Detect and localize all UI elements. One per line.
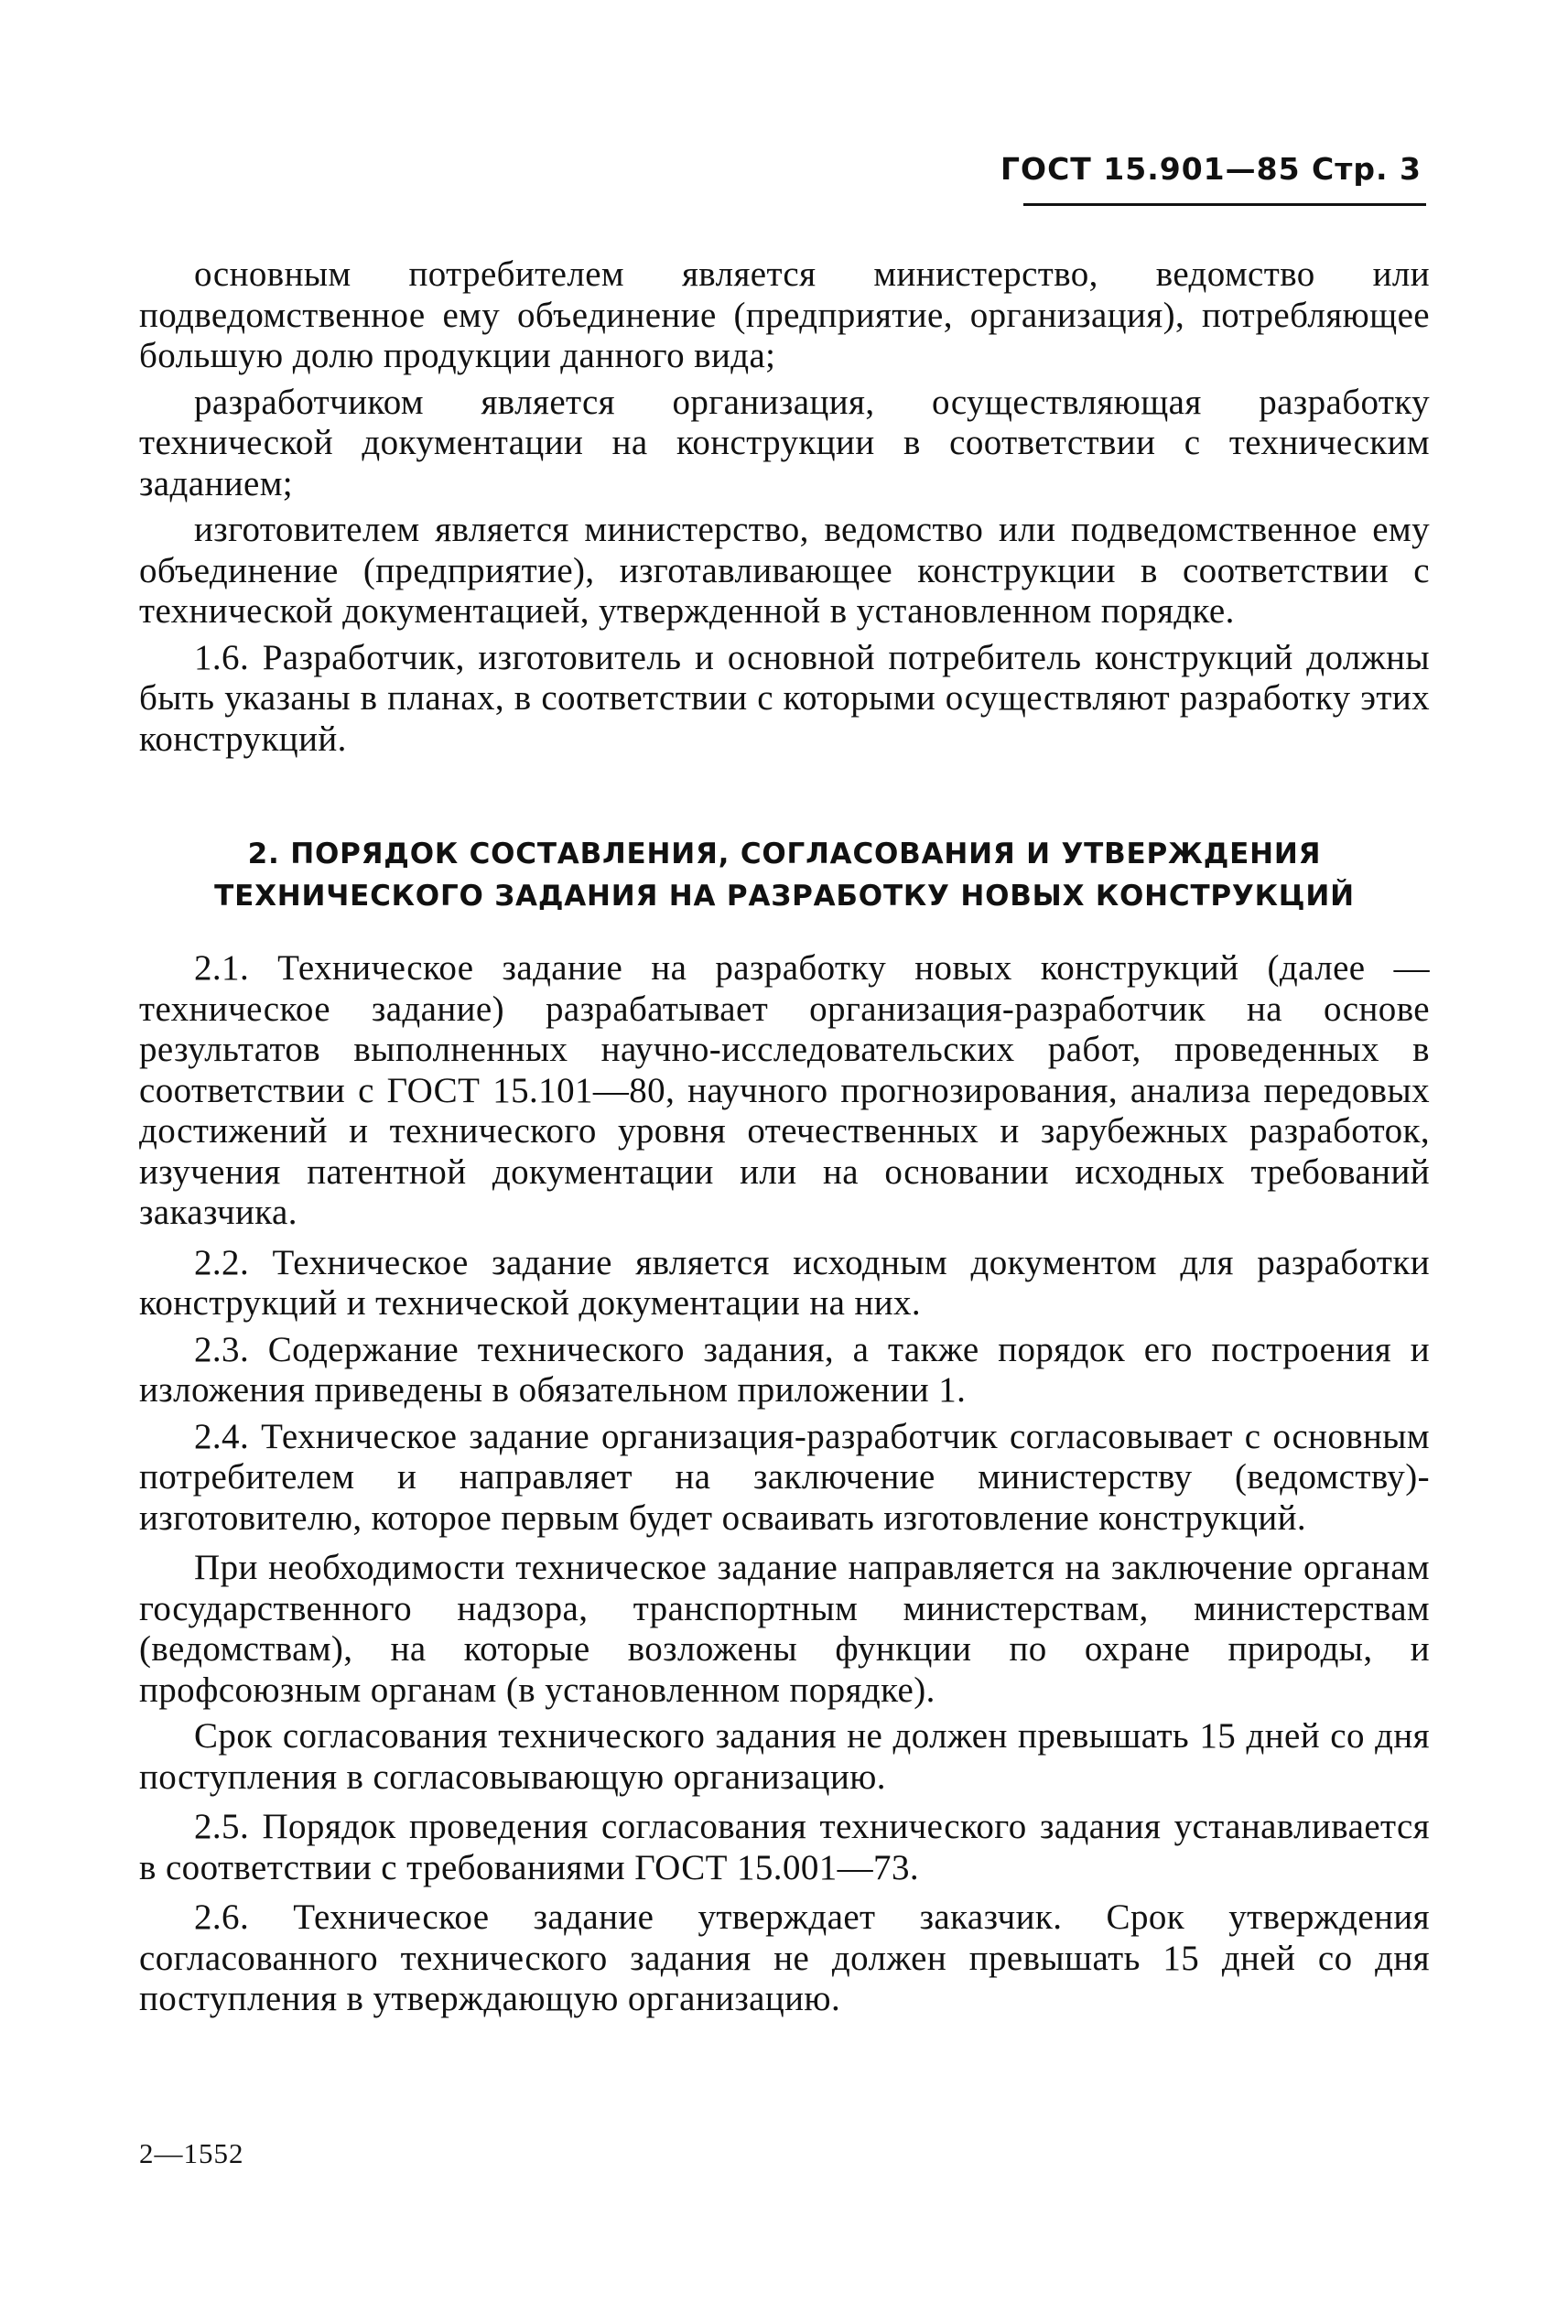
page-signature: 2—1552: [139, 2137, 244, 2169]
paragraph-2-6: 2.6. Техническое задание утверждает заказчик. Срок утверждения согласованного технического задания не должен превышать 15 дней со дня поступления в утверждающую организацию.: [139, 1897, 1430, 2018]
paragraph-1-6: 1.6. Разработчик, изготовитель и основной потребитель конструкций должны быть указаны в планах, в соответствии с которыми осуществляют разработку этих конструкций.: [139, 637, 1430, 759]
paragraph-developer-definition: разработчиком является организация, осуществляющая разработку технической документации на конструкции в соответствии с техническим заданием;: [139, 382, 1430, 503]
section-title: [139, 833, 1430, 917]
paragraph-2-5: 2.5. Порядок проведения согласования технического задания устанавливается в соответствии с требованиями ГОСТ 15.001—73.: [139, 1807, 1430, 1887]
paragraph-2-3: 2.3. Содержание технического задания, а также порядок его построения и изложения приведены в обязательном приложении 1.: [139, 1329, 1430, 1410]
header-rule: [1023, 203, 1426, 206]
page-header: ГОСТ 15.901—85 Стр. 3: [1000, 151, 1422, 187]
paragraph-manufacturer-definition: изготовителем является министерство, ведомство или подведомственное ему объединение (предприятие), изготавливающее конструкции в соответствии с технической документацией, утвержденной в установленном порядке.: [139, 510, 1430, 631]
paragraph-2-1: 2.1. Техническое задание на разработку новых конструкций (далее — техническое задание) разрабатывает организация-разработчик на основе результатов выполненных научно-исследовательских работ, проведенных в соответствии с ГОСТ 15.101—80, научного прогнозирования, анализа передовых достижений и технического уровня отечественных и зарубежных разработок, изучения патентной документации или на основании исходных требований заказчика.: [139, 948, 1430, 1232]
section-title-line-1: 2. ПОРЯДОК СОСТАВЛЕНИЯ, СОГЛАСОВАНИЯ И УТВЕРЖДЕНИЯ: [247, 838, 1322, 870]
document-body: [139, 254, 1430, 2020]
paragraph-approval-note: При необходимости техническое задание направляется на заключение органам государственного надзора, транспортным министерствам, министерствам (ведомствам), на которые возложены функции по охране природы, и профсоюзным органам (в установленном порядке).: [139, 1548, 1430, 1710]
paragraph-consumer-definition: основным потребителем является министерство, ведомство или подведомственное ему объединение (предприятие, организация), потребляющее большую долю продукции данного вида;: [139, 254, 1430, 375]
paragraph-2-2: 2.2. Техническое задание является исходным документом для разработки конструкций и технической документации на них.: [139, 1242, 1430, 1323]
paragraph-2-4: 2.4. Техническое задание организация-разработчик согласовывает с основным потребителем и направляет на заключение министерству (ведомству)-изготовителю, которое первым будет осваивать изготовление конструкций.: [139, 1416, 1430, 1538]
section-title-line-2: ТЕХНИЧЕСКОГО ЗАДАНИЯ НА РАЗРАБОТКУ НОВЫХ КОНСТРУКЦИЙ: [214, 880, 1355, 913]
paragraph-approval-term: Срок согласования технического задания не должен превышать 15 дней со дня поступления в согласовывающую организацию.: [139, 1716, 1430, 1797]
